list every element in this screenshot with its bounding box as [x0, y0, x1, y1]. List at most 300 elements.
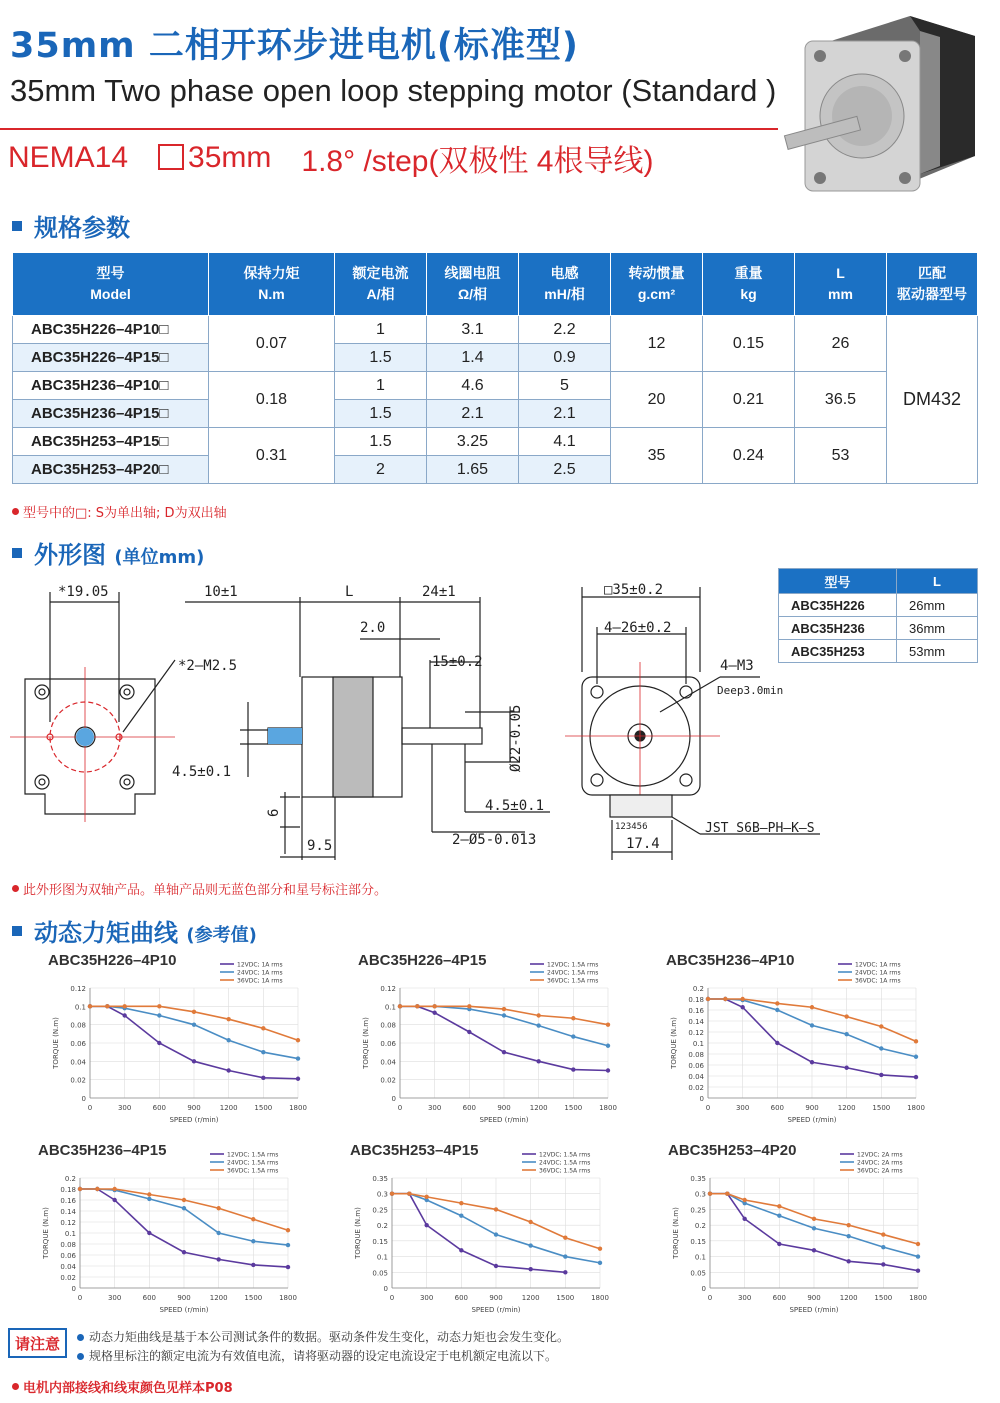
- dim-35: □35±0.2: [604, 582, 664, 598]
- data-point: [742, 1198, 746, 1202]
- y-tick-label: 0.12: [60, 1219, 76, 1227]
- data-point: [78, 1187, 82, 1191]
- y-tick-label: 0.12: [688, 1029, 704, 1037]
- x-tick-label: 600: [770, 1104, 785, 1112]
- x-tick-label: 1800: [279, 1294, 297, 1302]
- y-tick-label: 0.14: [60, 1208, 76, 1216]
- y-axis-label: TORQUE (N.m): [42, 1207, 50, 1259]
- legend-label: 24VDC; 2A rms: [857, 1159, 903, 1167]
- y-tick-label: 0.02: [380, 1076, 396, 1085]
- data-point: [571, 1034, 575, 1038]
- cell-inductance: 5: [519, 372, 611, 400]
- data-point: [914, 1075, 918, 1079]
- x-tick-label: 900: [807, 1294, 821, 1302]
- data-point: [122, 1013, 126, 1017]
- data-point: [88, 1004, 92, 1008]
- data-point: [706, 997, 710, 1001]
- dim-17-4: 17.4: [626, 836, 660, 852]
- y-tick-label: 0.16: [60, 1197, 76, 1205]
- th-driver: 匹配 驱动器型号: [887, 253, 978, 316]
- y-tick-label: 0.14: [688, 1018, 704, 1026]
- data-point: [775, 1008, 779, 1012]
- x-tick-label: 900: [497, 1104, 511, 1112]
- y-tick-label: 0.25: [690, 1206, 706, 1215]
- y-tick-label: 0: [71, 1285, 76, 1293]
- red-rule: [0, 128, 778, 130]
- table-row: [779, 640, 978, 663]
- dim-m2-5: *2–M2.5: [178, 658, 238, 674]
- y-tick-label: 0.15: [690, 1237, 706, 1246]
- y-tick-label: 0: [699, 1095, 704, 1103]
- dim-9-5: 9.5: [307, 838, 333, 854]
- legend-label: 12VDC; 2A rms: [857, 1151, 903, 1159]
- section-marker-icon: [12, 926, 22, 936]
- data-point: [415, 1004, 419, 1008]
- y-tick-label: 0.08: [70, 1021, 86, 1030]
- dim-4-5-left: 4.5±0.1: [172, 764, 232, 780]
- data-point: [286, 1265, 290, 1269]
- data-point: [226, 1017, 230, 1021]
- dim-4-5-right: 4.5±0.1: [485, 798, 545, 814]
- data-point: [147, 1192, 151, 1196]
- data-point: [122, 1004, 126, 1008]
- spec-table: [12, 252, 978, 484]
- y-tick-label: 0.06: [688, 1062, 704, 1070]
- y-tick-label: 0.18: [688, 996, 704, 1004]
- cell-resistance: 1.4: [427, 344, 519, 372]
- x-axis-label: SPEED (r/min): [787, 1116, 837, 1124]
- y-tick-label: 0.06: [380, 1040, 396, 1048]
- x-tick-label: 600: [772, 1294, 787, 1302]
- x-tick-label: 900: [177, 1294, 191, 1302]
- section-specs-title: 规格参数: [34, 214, 130, 242]
- data-point: [916, 1269, 920, 1273]
- cell-current: 1.5: [335, 400, 427, 428]
- cell-weight: 0.24: [703, 428, 795, 484]
- y-tick-label: 0.04: [70, 1058, 86, 1067]
- legend-label: 12VDC; 1A rms: [855, 961, 901, 969]
- cell-torque: 0.07: [209, 316, 335, 372]
- data-point: [432, 1011, 436, 1015]
- data-point: [147, 1231, 151, 1235]
- table-row: [13, 372, 978, 400]
- dim-th-l: L: [897, 569, 978, 594]
- dim-phi22: Ø22-0.05: [508, 704, 524, 772]
- data-point: [598, 1247, 602, 1251]
- bullet-icon: [12, 508, 19, 515]
- x-tick-label: 0: [87, 1104, 93, 1112]
- data-point: [536, 1059, 540, 1063]
- x-tick-label: 1800: [907, 1104, 925, 1112]
- x-tick-label: 1200: [209, 1294, 228, 1302]
- data-point: [914, 1039, 918, 1043]
- notice-block: [8, 1328, 569, 1366]
- x-tick-label: 1500: [872, 1104, 891, 1112]
- y-tick-label: 0.06: [60, 1252, 76, 1260]
- data-point: [879, 1024, 883, 1028]
- dim-cell-model: ABC35H236: [779, 617, 897, 640]
- y-tick-label: 0.08: [60, 1241, 76, 1249]
- dim-table: [778, 568, 978, 663]
- cell-current: 1: [335, 372, 427, 400]
- legend-label: 36VDC; 1.5A rms: [539, 1167, 591, 1175]
- y-tick-label: 0: [391, 1095, 396, 1103]
- y-tick-label: 0.1: [694, 1253, 706, 1262]
- legend-label: 24VDC; 1.5A rms: [227, 1159, 279, 1167]
- x-axis-label: SPEED (r/min): [169, 1116, 219, 1124]
- spec-table-header: [13, 253, 978, 316]
- data-point: [563, 1270, 567, 1274]
- y-tick-label: 0.1: [64, 1230, 76, 1238]
- bullet-icon: [12, 1383, 19, 1390]
- data-point: [563, 1236, 567, 1240]
- legend-label: 24VDC; 1A rms: [855, 969, 901, 977]
- cell-current: 1.5: [335, 428, 427, 456]
- x-tick-label: 1800: [909, 1294, 927, 1302]
- dim-26: 4–26±0.2: [604, 620, 672, 636]
- y-tick-label: 0.04: [688, 1073, 704, 1081]
- dim-th-model: 型号: [779, 569, 897, 594]
- data-point: [261, 1050, 265, 1054]
- data-point: [810, 1023, 814, 1027]
- table-row: [13, 428, 978, 456]
- chart-title: ABC35H253–4P20: [668, 1142, 797, 1159]
- cell-resistance: 2.1: [427, 400, 519, 428]
- data-point: [157, 1041, 161, 1045]
- data-point: [914, 1055, 918, 1059]
- bullet-icon: [77, 1334, 84, 1341]
- dim-cell-model: ABC35H253: [779, 640, 897, 663]
- chart-title: ABC35H236–4P10: [666, 952, 795, 969]
- dim-15: 15±0.2: [432, 654, 483, 670]
- spec-size: [158, 141, 271, 175]
- y-tick-label: 0.06: [70, 1040, 86, 1048]
- x-axis-label: SPEED (r/min): [789, 1306, 839, 1314]
- data-point: [881, 1232, 885, 1236]
- data-point: [777, 1242, 781, 1246]
- table-row: [13, 316, 978, 344]
- th-torque: 保持力矩 N.m: [209, 253, 335, 316]
- data-point: [571, 1016, 575, 1020]
- cell-current: 1: [335, 316, 427, 344]
- cell-length: 53: [795, 428, 887, 484]
- dim-cell-model: ABC35H226: [779, 594, 897, 617]
- table-row: [779, 617, 978, 640]
- legend-label: 24VDC; 1.5A rms: [539, 1159, 591, 1167]
- data-point: [494, 1232, 498, 1236]
- x-tick-label: 300: [735, 1104, 750, 1112]
- y-tick-label: 0.15: [372, 1237, 388, 1246]
- data-point: [261, 1026, 265, 1030]
- legend-label: 36VDC; 2A rms: [857, 1167, 903, 1175]
- y-tick-label: 0.3: [376, 1190, 388, 1199]
- x-tick-label: 300: [737, 1294, 752, 1302]
- y-tick-label: 0.1: [376, 1253, 388, 1262]
- data-point: [112, 1187, 116, 1191]
- x-tick-label: 1200: [219, 1104, 238, 1112]
- data-point: [424, 1195, 428, 1199]
- legend-label: 12VDC; 1.5A rms: [539, 1151, 591, 1159]
- data-point: [775, 1001, 779, 1005]
- cell-model: ABC35H226–4P15□: [13, 344, 209, 372]
- data-point: [192, 1010, 196, 1014]
- data-point: [261, 1076, 265, 1080]
- data-point: [528, 1243, 532, 1247]
- data-point: [536, 1023, 540, 1027]
- cell-resistance: 1.65: [427, 456, 519, 484]
- y-tick-label: 0.02: [70, 1076, 86, 1085]
- data-point: [157, 1004, 161, 1008]
- data-point: [432, 1004, 436, 1008]
- data-point: [459, 1201, 463, 1205]
- x-tick-label: 0: [389, 1294, 395, 1302]
- y-tick-label: 0.08: [380, 1021, 396, 1030]
- data-point: [296, 1077, 300, 1081]
- y-tick-label: 0.12: [70, 985, 86, 993]
- th-inertia: 转动惯量 g.cm²: [611, 253, 703, 316]
- x-tick-label: 900: [187, 1104, 201, 1112]
- dim-cell-l: 36mm: [897, 617, 978, 640]
- data-point: [879, 1046, 883, 1050]
- square-icon: [158, 144, 184, 170]
- legend-label: 24VDC; 1A rms: [237, 969, 283, 977]
- data-point: [192, 1059, 196, 1063]
- cell-resistance: 4.6: [427, 372, 519, 400]
- data-point: [459, 1248, 463, 1252]
- data-point: [459, 1214, 463, 1218]
- cell-inertia: 35: [611, 428, 703, 484]
- data-point: [528, 1267, 532, 1271]
- data-point: [296, 1056, 300, 1060]
- dim-cell-l: 53mm: [897, 640, 978, 663]
- data-point: [95, 1187, 99, 1191]
- x-tick-label: 1800: [599, 1104, 617, 1112]
- data-point: [844, 1014, 848, 1018]
- section-outline-title: 外形图 (单位mm): [34, 541, 205, 569]
- data-point: [467, 1004, 471, 1008]
- legend-label: 12VDC; 1A rms: [237, 961, 283, 969]
- data-point: [879, 1073, 883, 1077]
- legend-label: 36VDC; 1.5A rms: [547, 977, 599, 985]
- cell-model: ABC35H236–4P15□: [13, 400, 209, 428]
- cell-length: 36.5: [795, 372, 887, 428]
- x-tick-label: 0: [77, 1294, 83, 1302]
- data-point: [775, 1041, 779, 1045]
- y-tick-label: 0.2: [694, 1222, 706, 1231]
- cell-driver: DM432: [887, 316, 978, 484]
- y-tick-label: 0.2: [64, 1175, 76, 1183]
- dim-l: L: [345, 584, 354, 600]
- x-axis-label: SPEED (r/min): [471, 1306, 521, 1314]
- y-axis-label: TORQUE (N.m): [672, 1207, 680, 1259]
- cell-weight: 0.15: [703, 316, 795, 372]
- data-point: [571, 1067, 575, 1071]
- chart-plot: [358, 952, 648, 1142]
- cell-inductance: 0.9: [519, 344, 611, 372]
- chart-title: ABC35H236–4P15: [38, 1142, 167, 1159]
- data-point: [182, 1206, 186, 1210]
- x-tick-label: 1500: [874, 1294, 893, 1302]
- dim-10: 10±1: [204, 584, 238, 600]
- torque-chart: [668, 1142, 958, 1332]
- x-tick-label: 900: [805, 1104, 819, 1112]
- dim-6: 6: [266, 808, 282, 817]
- cell-model: ABC35H253–4P15□: [13, 428, 209, 456]
- torque-chart: [358, 952, 648, 1142]
- y-tick-label: 0.04: [380, 1058, 396, 1067]
- notice-line: 动态力矩曲线是基于本公司测试条件的数据。驱动条件发生变化，动态力矩也会发生变化。: [77, 1328, 569, 1347]
- note-outline-text: 此外形图为双轴产品。单轴产品则无蓝色部分和星号标注部分。: [23, 883, 388, 898]
- torque-chart: [38, 1142, 328, 1332]
- y-tick-label: 0: [701, 1285, 706, 1293]
- chart-plot: [350, 1142, 640, 1332]
- data-point: [812, 1217, 816, 1221]
- legend-label: 24VDC; 1.5A rms: [547, 969, 599, 977]
- data-point: [502, 1007, 506, 1011]
- data-point: [226, 1068, 230, 1072]
- th-inductance: 电感 mH/相: [519, 253, 611, 316]
- data-point: [708, 1192, 712, 1196]
- x-tick-label: 1800: [591, 1294, 609, 1302]
- bullet-icon: [12, 885, 19, 892]
- data-point: [157, 1013, 161, 1017]
- data-point: [810, 1005, 814, 1009]
- data-point: [251, 1263, 255, 1267]
- data-point: [216, 1231, 220, 1235]
- data-point: [740, 997, 744, 1001]
- y-tick-label: 0.1: [692, 1040, 704, 1048]
- x-tick-label: 1200: [837, 1104, 856, 1112]
- y-tick-label: 0.08: [688, 1051, 704, 1059]
- data-point: [494, 1264, 498, 1268]
- cell-weight: 0.21: [703, 372, 795, 428]
- data-point: [881, 1245, 885, 1249]
- data-point: [844, 1032, 848, 1036]
- cell-model: ABC35H226–4P10□: [13, 316, 209, 344]
- x-tick-label: 0: [707, 1294, 713, 1302]
- cell-resistance: 3.25: [427, 428, 519, 456]
- y-tick-label: 0: [383, 1285, 388, 1293]
- data-point: [846, 1234, 850, 1238]
- chart-plot: [48, 952, 338, 1142]
- chart-title: ABC35H226–4P15: [358, 952, 487, 969]
- chart-plot: [668, 1142, 958, 1332]
- torque-chart: [666, 952, 956, 1142]
- data-point: [723, 997, 727, 1001]
- cell-length: 26: [795, 316, 887, 372]
- data-point: [812, 1226, 816, 1230]
- legend-label: 36VDC; 1A rms: [855, 977, 901, 985]
- cell-inductance: 2.5: [519, 456, 611, 484]
- data-point: [112, 1198, 116, 1202]
- data-point: [606, 1068, 610, 1072]
- pin-numbers: 123456: [615, 822, 648, 832]
- data-point: [192, 1022, 196, 1026]
- data-point: [467, 1030, 471, 1034]
- data-point: [226, 1038, 230, 1042]
- footer-note: [12, 1377, 233, 1396]
- y-tick-label: 0.25: [372, 1206, 388, 1215]
- x-tick-label: 300: [427, 1104, 442, 1112]
- x-tick-label: 1200: [839, 1294, 858, 1302]
- y-axis-label: TORQUE (N.m): [362, 1017, 370, 1069]
- data-point: [182, 1250, 186, 1254]
- data-point: [494, 1207, 498, 1211]
- data-point: [606, 1044, 610, 1048]
- spec-size-value: 35mm: [188, 141, 272, 174]
- x-tick-label: 600: [152, 1104, 167, 1112]
- th-current: 额定电流 A/相: [335, 253, 427, 316]
- data-point: [777, 1214, 781, 1218]
- data-point: [536, 1013, 540, 1017]
- cell-inertia: 20: [611, 372, 703, 428]
- x-tick-label: 600: [454, 1294, 469, 1302]
- y-tick-label: 0.04: [60, 1263, 76, 1271]
- legend-label: 12VDC; 1.5A rms: [227, 1151, 279, 1159]
- chart-title: ABC35H253–4P15: [350, 1142, 479, 1159]
- cell-inductance: 2.2: [519, 316, 611, 344]
- x-tick-label: 1500: [564, 1104, 583, 1112]
- y-tick-label: 0.02: [688, 1084, 704, 1092]
- x-tick-label: 0: [705, 1104, 711, 1112]
- y-tick-label: 0.2: [692, 985, 704, 993]
- cell-inductance: 4.1: [519, 428, 611, 456]
- section-torque-title: 动态力矩曲线 (参考值): [34, 919, 257, 947]
- y-axis-label: TORQUE (N.m): [354, 1207, 362, 1259]
- x-tick-label: 900: [489, 1294, 503, 1302]
- torque-chart: [350, 1142, 640, 1332]
- legend-label: 36VDC; 1A rms: [237, 977, 283, 985]
- y-tick-label: 0.18: [60, 1186, 76, 1194]
- data-point: [812, 1248, 816, 1252]
- y-tick-label: 0.05: [690, 1269, 706, 1278]
- data-point: [390, 1192, 394, 1196]
- cell-torque: 0.31: [209, 428, 335, 484]
- dim-phi5: 2–Ø5-0.013: [452, 832, 537, 848]
- data-point: [251, 1217, 255, 1221]
- legend-label: 36VDC; 1.5A rms: [227, 1167, 279, 1175]
- data-point: [502, 1050, 506, 1054]
- data-point: [502, 1013, 506, 1017]
- data-point: [424, 1223, 428, 1227]
- y-axis-label: TORQUE (N.m): [52, 1017, 60, 1069]
- section-marker-icon: [12, 221, 22, 231]
- y-tick-label: 0.16: [688, 1007, 704, 1015]
- data-point: [147, 1197, 151, 1201]
- cell-current: 1.5: [335, 344, 427, 372]
- section-torque-heading: [12, 913, 257, 948]
- torque-chart: [48, 952, 338, 1142]
- dim-m3: 4–M3: [720, 658, 754, 674]
- x-axis-label: SPEED (r/min): [159, 1306, 209, 1314]
- cell-model: ABC35H236–4P10□: [13, 372, 209, 400]
- section-marker-icon: [12, 548, 22, 558]
- data-point: [216, 1257, 220, 1261]
- cell-model: ABC35H253–4P20□: [13, 456, 209, 484]
- th-length: L mm: [795, 253, 887, 316]
- x-tick-label: 1500: [244, 1294, 263, 1302]
- y-tick-label: 0.35: [690, 1175, 706, 1183]
- data-point: [251, 1239, 255, 1243]
- y-axis-label: TORQUE (N.m): [670, 1017, 678, 1069]
- title-en: 35mm Two phase open loop stepping motor (Standard ): [10, 73, 777, 108]
- cell-resistance: 3.1: [427, 316, 519, 344]
- spec-line: [8, 136, 653, 180]
- title-cn: 35mm 二相开环步进电机(标准型): [10, 26, 579, 66]
- dim-table-header: [779, 569, 978, 594]
- data-point: [216, 1206, 220, 1210]
- x-tick-label: 300: [117, 1104, 132, 1112]
